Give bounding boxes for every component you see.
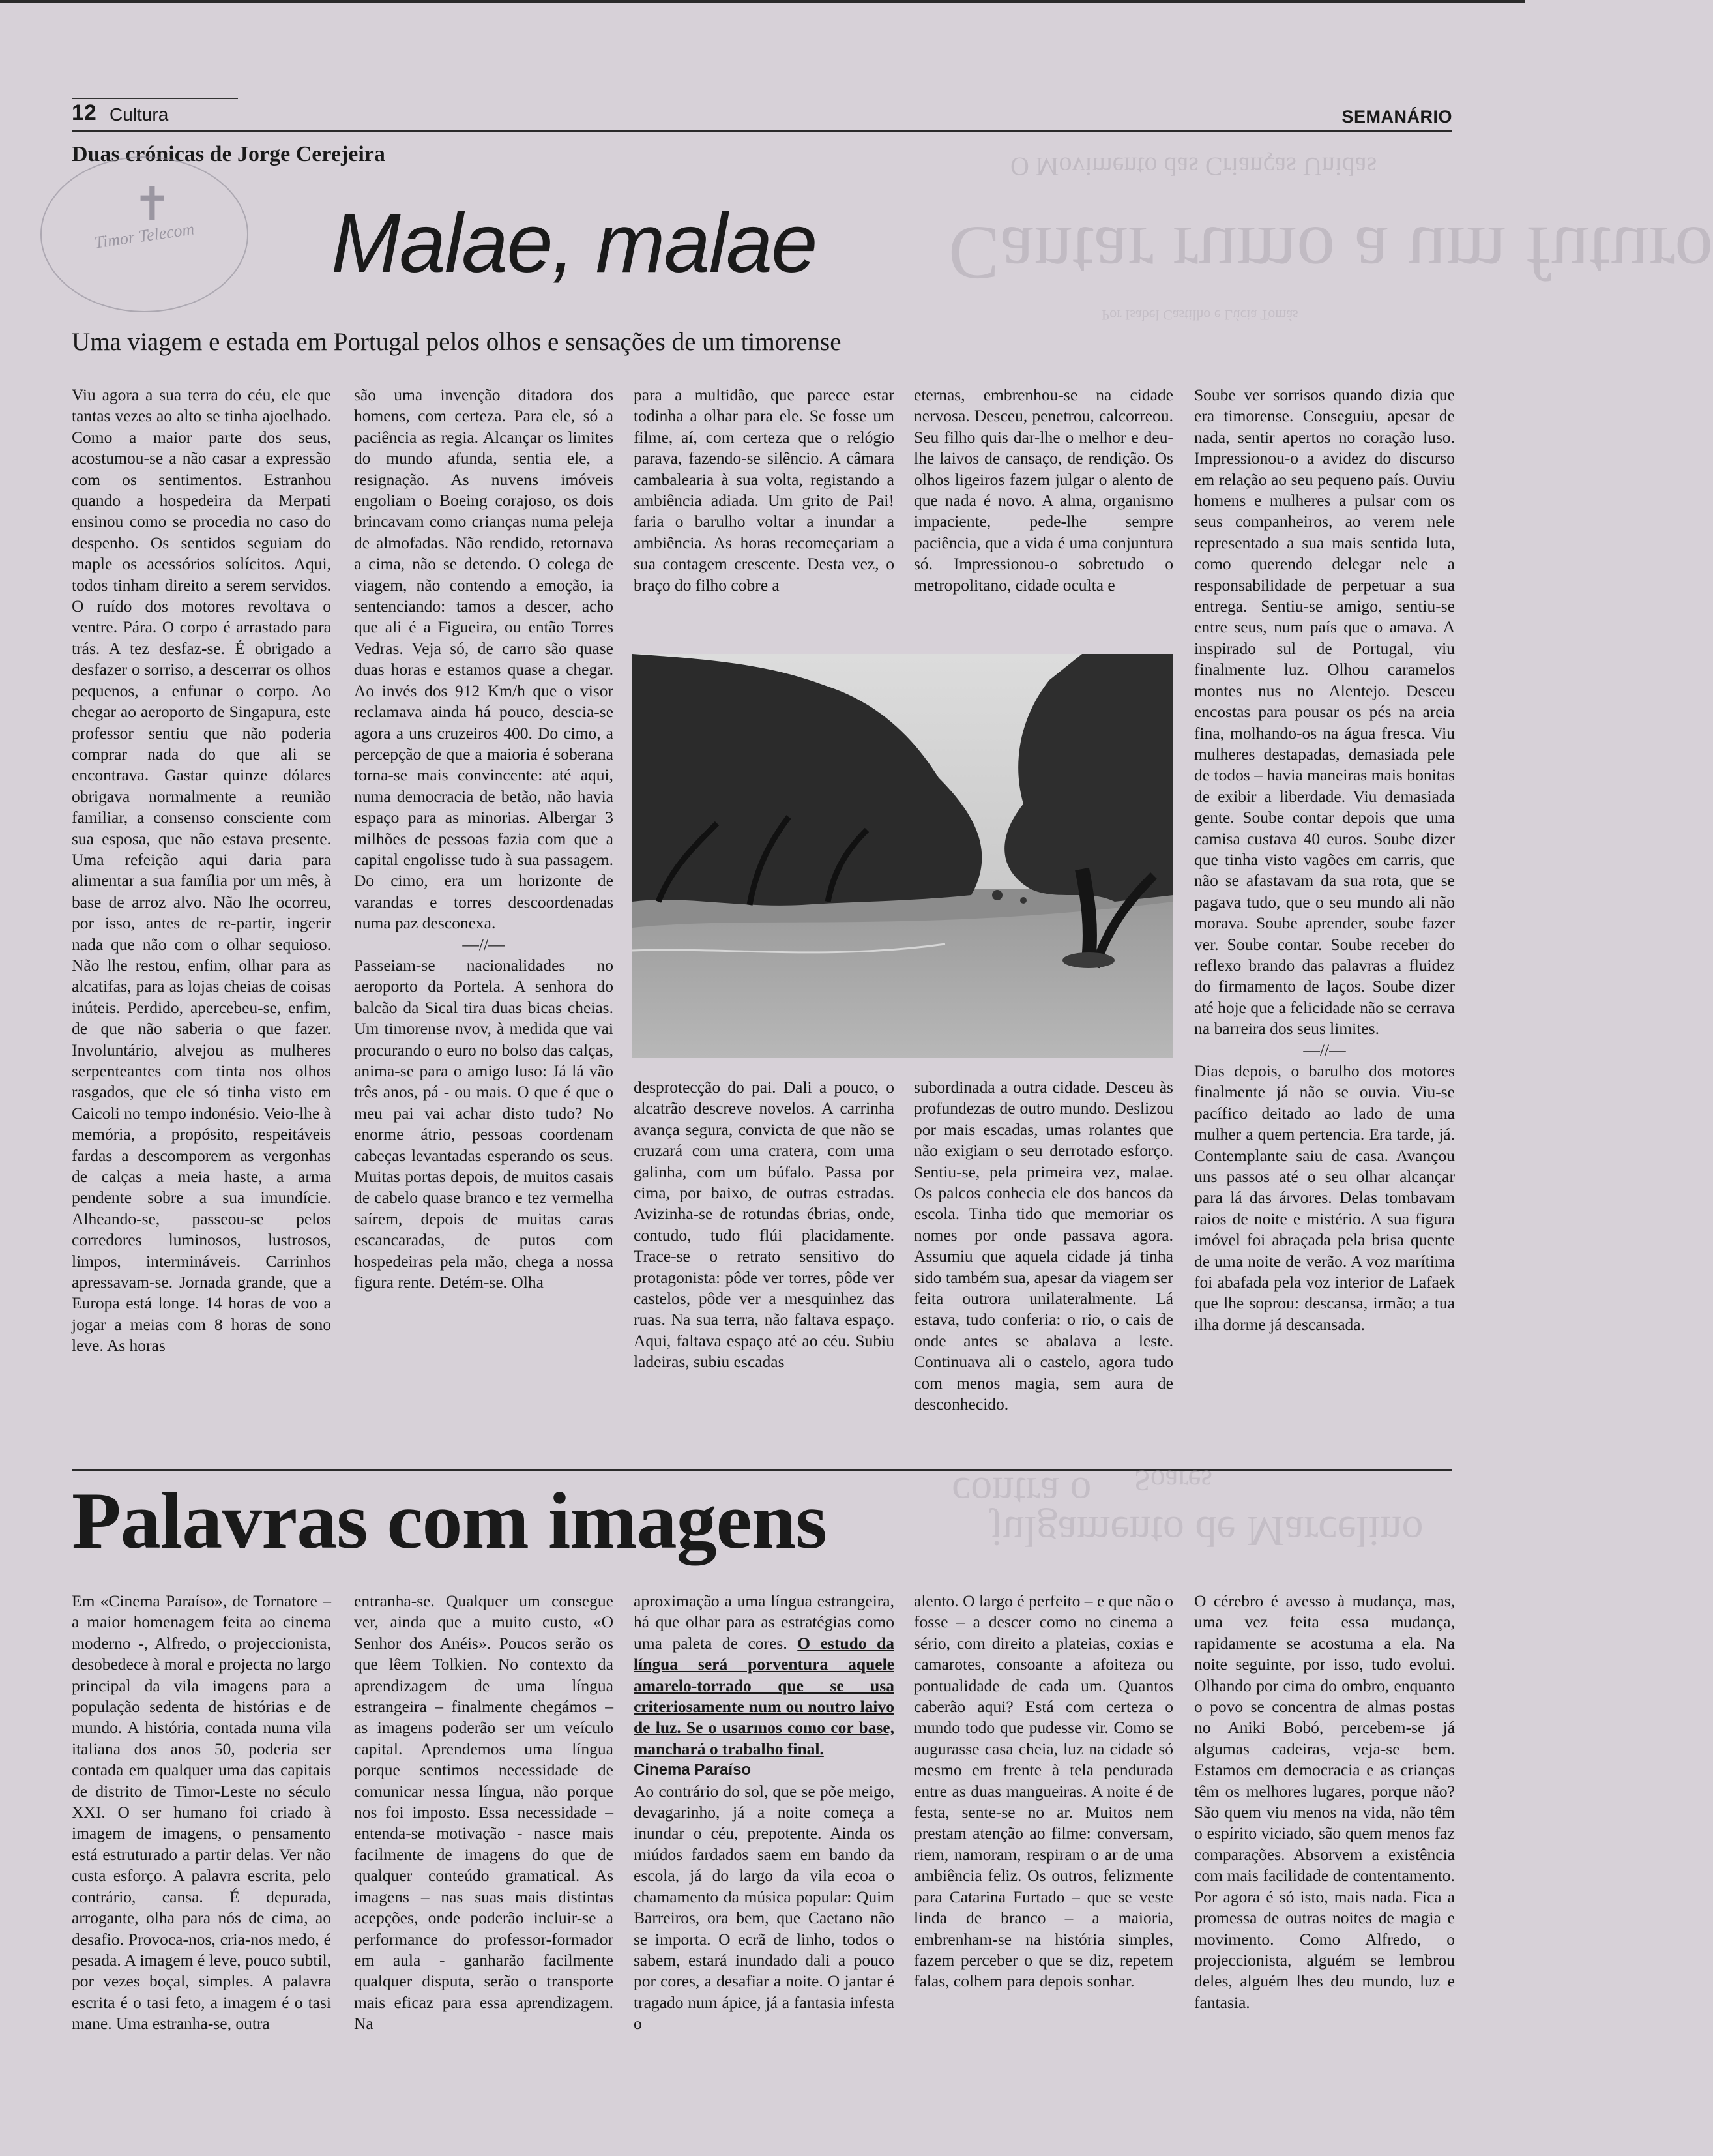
paragraph: subordinada a outra cidade. Desceu às profundezas de outro mundo. Deslizou por mais escadas, umas rolantes que não exigiam o seu derrotado esforço. Sentiu-se, pela primeira vez, malae. Os palcos conhecia ele dos bancos da escola. Tinha tido que memoriar os nomes por onde passava agora. Assumiu que aquela cidade já tinha sido também sua, apesar da viagem ser feita outrora unilateralmente. Lá estava, tudo conferia: o rio, o cais de onde antes se abalava a leste. Continuava ali o castelo, agora tudo com menos magia, sem aura de desconhecido. [914,1078,1173,1414]
article1-headline: Malae, malae [331,197,817,290]
article1-column-2 [354,385,613,1293]
paragraph: Passeiam-se nacionalidades no aeroporto da Portela. A senhora do balcão da Sical tira duas bicas cheias. Um timorense nvov, à medida que vai procurando o euro no bolso das calças, anima-se para o amigo luso: Já lá vão três anos, pá - ou mais. O que é que o meu pai vai achar disto tudo? No enorme átrio, pessoas coordenam cabeças levantadas esperando os seus. Muitas portas depois, de muitos casais de cabelo quase branco e tez vermelha saírem, depois de muitas caras escancaradas, de putos com hospedeiras pela mão, chega a nossa figura rente. Detém-se. Olha [354,955,613,1292]
bleedthrough-lower-a: contra o [952,1468,1092,1516]
article2-column-2 [354,1591,613,2035]
bleedthrough-byline: Por Isabel Castilho e Lúcia Tomás [1102,307,1298,323]
section-separator: —//— [1303,1040,1346,1059]
article2-column-1 [72,1591,331,2035]
bleedthrough-lower-b: julgamento de Marcelino [991,1507,1424,1555]
series-title: Duas crónicas de Jorge Cerejeira [72,142,385,166]
paragraph: desprotecção do pai. Dali a pouco, o alcatrão descreve novelos. A carrinha avança segura, convicta de que não se cruzará com uma cratera, com uma galinha, com um búfalo. Passa por cima, por baixo, de outras estradas. Avizinha-se de rotundas ébrias, onde, contudo, tudo flúi placidamente. Trace-se o retrato sensitivo do protagonista: pôde ver torres, pôde ver castelos, pôde ver a mesquinhez das ruas. Na sua terra, não faltava espaço. Aqui, faltava espaço até ao céu. Subiu ladeiras, subiu escadas [634,1078,894,1372]
paragraph: alento. O largo é perfeito – e que não o fosse – a descer como no cinema a sério, com direito a plateias, coxias e camarotes, consoante a afoiteza ou pontualidade de cada um. Quantos caberão aqui? Está com certeza o mundo todo que pudesse vir. Como se augurasse casa cheia, luz na cidade só mesmo em frente à tela pendurada entre as duas mangueiras. A noite é de festa, sente-se no ar. Muitos nem prestam atenção ao filme: conversam, riem, namoram, respiram o ar de uma ambiência feliz. Os outros, felizmente para Catarina Furtado – que se veste linda de branco – a maioria, embrenham-se na história simples, fazem perceber o que se diz, repetem falas, colhem para depois sonhar. [914,1591,1173,1991]
article1-column-4-bottom [914,1077,1173,1415]
article1-column-3-bottom [634,1077,894,1373]
article2-headline: Palavras com imagens [72,1476,827,1565]
mangrove-photo [632,654,1173,1058]
paragraph: Ao contrário do sol, que se põe meigo, devagarinho, já a noite começa a inundar o céu, prepotente. Ainda os miúdos fardados saem em bando da escola, já do largo da vila ecoa o chamamento da música popular: Quim Barreiros, ora bem, que Caetano não se importa. O ecrã de linho, todos o sabem, estará inundado dali a pouco por cores, a desafiar a noite. O jantar é tragado num ápice, já a fantasia infesta o [634,1781,894,2033]
ink-stamp [40,156,248,312]
bleedthrough-lower-c: Soares [1134,1464,1212,1497]
paragraph [634,1591,894,1760]
article-divider-rule [72,1469,1452,1471]
intro-text: aproximação a uma língua estrangeira, há que olhar para as estratégias como uma paleta de cores. [634,1591,894,1653]
stamp-text: Timor Telecom [93,219,196,252]
header-short-rule [72,98,238,99]
bleedthrough-headline: Cantar rumo a um futuro [948,211,1713,296]
cross-icon: ✝ [133,180,171,230]
article1-dek: Uma viagem e estada em Portugal pelos olhos e sensações de um timorense [72,328,842,356]
photo-illustration [632,654,1173,1058]
paragraph: entranha-se. Qualquer um consegue ver, ainda que a muito custo, «O Senhor dos Anéis». Poucos serão os que lêem Tolkien. No contexto da aprendizagem de uma língua estrangeira – finalmente chegámos – as imagens poderão ser um veículo capital. Aprendemos uma língua porque sentimos necessidade de comunicar nessa língua, não porque nos foi imposto. Essa necessidade – entenda-se motivação - nasce mais facilmente de imagens do que de qualquer conteúdo gramatical. As imagens – nas suas mais distintas acepções, onde poderão incluir-se a performance do professor-formador em aula - ganharão facilmente qualquer disputa, serão o transporte mais eficaz para essa aprendizagem. Na [354,1591,613,2033]
page-header [72,98,1452,132]
subheading: Cinema Paraíso [634,1761,752,1779]
article1-column-3-top [634,385,894,596]
paragraph: para a multidão, que parece estar todinha a olhar para ele. Se fosse um filme, aí, com certeza que o relógio parava, fazendo-se silêncio. A câmara cambalearia à sua volta, registando a ambiência adiada. Um grito de Pai! faria o barulho voltar a inundar a ambiência. As horas recomeçariam a sua contagem crescente. Desta vez, o braço do filho cobre a [634,385,894,595]
article2-column-5 [1194,1591,1455,2013]
top-edge-rule [0,0,1525,3]
paragraph: O cérebro é avesso à mudança, mas, uma vez feita essa mudança, rapidamente se acostuma a ela. Na noite seguinte, por isso, tudo evolui. Olhando por cima do ombro, enquanto o povo se concentra de almas postas no Aniki Bobó, percebem-se já algumas cadeiras, veja-se bem. Estamos em democracia e as crianças têm os melhores lugares, porque não? São quem viu menos na vida, não têm o espírito viciado, são quem menos faz comparações. Absorvem a existência com mais facilidade de contentamento. Por agora é só isto, mais nada. Fica a promessa de outras noites de magia e movimento. Como Alfredo, o projeccionista, alguém se lembrou deles, alguém lhes deu mundo, luz e fantasia. [1194,1591,1455,2012]
paragraph: são uma invenção ditadora dos homens, com certeza. Para ele, só a paciência as regia. Alcançar os limites do mundo afunda, sentia ele, a resignação. As nuvens imóveis engoliam o Boeing corajoso, os dois brincavam como crianças numa peleja de almofadas. Não rendido, retornava a cima, não se detendo. O colega de viagem, não contendo a emoção, ia sentenciando: tamos a descer, acho que ali é a Figueira, ou então Torres Vedras. Veja só, de carro são quase duas horas e estamos quase a chegar. Ao invés dos 912 Km/h que o visor reclamava ainda há pouco, descia-se agora a uns cruzeiros 400. Do cimo, a percepção de que a maioria é soberana torna-se mais convincente: até aqui, numa democracia de betão, não havia espaço para as minorias. Albergar 3 milhões de pessoas fazia com que a capital engolisse tudo à sua passagem. Do cimo, era um horizonte de varandas e torres descoordenadas numa paz desconexa. [354,385,613,933]
paragraph: Viu agora a sua terra do céu, ele que tantas vezes ao alto se tinha ajoelhado. Como a maior parte dos seus, acostumou-se a não casar a expressão com os sentimentos. Estranhou quando a hospedeira da Merpati ensinou como se procedia no caso do despenho. Os sentidos seguiam do maple os acessórios solícitos. Aqui, todos tinham direito a serem servidos. O ruído dos motores revoltava o ventre. Pára. O corpo é arrastado para trás. A tez desfaz-se. É obrigado a desfazer o sorriso, a descerrar os olhos pequenos, a enfunar o corpo. Ao chegar ao aeroporto de Singapura, este professor sentiu que não poderia comprar nada do que ali se encontrava. Gastar quinze dólares obrigava normalmente a reunião familiar, a consenso consciente com sua esposa, que não estava presente. Uma refeição aqui daria para alimentar a sua família por um mês, à base de arroz alvo. Não lhe ocorreu, por isso, antes de re-partir, ingerir nada que não com o olhar sequioso. Não lhe restou, enfim, olhar para as alcatifas, para as lojas cheias de coisas inúteis. Perdido, apercebeu-se, enfim, de que não saberia o que fazer. Involuntário, alvejou as mulheres serpenteantes com tinta nos olhos rasgados, que ele só tinha visto em Caicoli no tempo indonésio. Veio-lhe à memória, a propósito, respeitáveis fardas a descomporem as vergonhas de calças a meia haste, a arma pendente sobre a sua imundície. Alheando-se, passeou-se pelos corredores luminosos, lustrosos, limpos, intermináveis. Carrinhos apressavam-se. Jornada grande, que a Europa está longe. 14 horas de voo a jogar a meias com 8 horas de sono leve. As horas [72,385,331,1355]
masthead: SEMANÁRIO [1341,107,1452,126]
section-separator: —//— [462,934,505,954]
bleedthrough-subtitle: O Movimento das Crianças Unidas [1010,152,1377,181]
header-rule [72,130,1452,132]
paragraph: Soube ver sorrisos quando dizia que era timorense. Conseguiu, apesar de nada, sentir apertos no coração luso. Impressionou-o a avidez do discurso em relação ao seu pequeno país. Ouviu homens e mulheres a pulsar com os seus companheiros, ao verem nele representado a sua mais sentida luta, como querendo delegar nele a responsabilidade de perpetuar a sua entrega. Sentiu-se amigo, sentiu-se entre seus, num país que o amava. A inspirado sul de Portugal, viu finalmente luz. Olhou caramelos montes nus no Alentejo. Desceu encostas para pousar os pés na areia fina, molhando-os na água fresca. Viu mulheres destapadas, demasiada pele de todos – havia maneiras mais bonitas de exibir a liberdade. Viu demasiada gente. Soube contar depois que uma camisa custava 40 euros. Soube dizer que tinha visto vagões em carris, que não se afastavam da sua rota, que se pagava tudo, que o seu mundo ali não morava. Soube aprender, soube fazer ver. Soube contar. Soube receber do reflexo brando das palavras a fluidez do firmamento de laços. Soube dizer até hoje que a felicidade não se cerrava na barreira dos seus limites. [1194,385,1455,1039]
article1-column-5 [1194,385,1455,1335]
article2-column-4 [914,1591,1173,1992]
paragraph: Dias depois, o barulho dos motores finalmente já não se ouvia. Viu-se pacífico deitado ao lado de uma mulher a quem pertencia. Era tarde, já. Contemplante saiu de casa. Avançou uns passos até o seu olhar alcançar para lá das árvores. Delas tombavam raios de noite e mistério. A sua figura imóvel foi abraçada pela brisa quente de uma noite de verão. A voz marítima foi abafada pela voz interior de Lafaek que lhe soprou: descansa, irmão; a tua ilha dorme já descansada. [1194,1061,1455,1334]
paragraph: Em «Cinema Paraíso», de Tornatore – a maior homenagem feita ao cinema moderno -, Alfredo, o projeccionista, desobedece à moral e projecta no largo principal da vila imagens para a população sedenta de histórias e de mundo. A história, contada numa vila italiana dos anos 50, poderia ser contada em qualquer uma das capitais de distrito de Timor-Leste no século XXI. O ser humano foi criado à imagem de imagens, o pensamento está estruturado a partir delas. Ver não custa esforço. A palavra escrita, pelo contrário, cansa. É depurada, arrogante, olha para nós de cima, ao desafio. Provoca-nos, cria-nos medo, é pesada. A imagem é leve, pouco subtil, por vezes boçal, simples. A palavra escrita é o tasi feto, a imagem é o tasi mane. Uma estranha-se, outra [72,1591,331,2033]
article2-column-3 [634,1591,894,2035]
article1-column-4-top [914,385,1173,596]
section-name: Cultura [110,104,169,125]
article1-column-1 [72,385,331,1357]
paragraph: eternas, embrenhou-se na cidade nervosa. Desceu, penetrou, calcorreou. Seu filho quis dar-lhe o melhor e deu-lhe laivos de cansaço, de rendição. Os olhos ligeiros fazem julgar o alento de que nada é novo. A alma, organismo impaciente, pede-lhe sempre paciência, que a vida é uma conjuntura só. Impressionou-o sobretudo o metropolitano, cidade oculta e [914,385,1173,595]
highlighted-quote: O estudo da língua será porventura aquele amarelo-torrado que se usa criteriosamente num ou noutro laivo de luz. Se o usarmos como cor base, manchará o trabalho final. [634,1633,894,1758]
page-number: 12 [72,100,96,125]
